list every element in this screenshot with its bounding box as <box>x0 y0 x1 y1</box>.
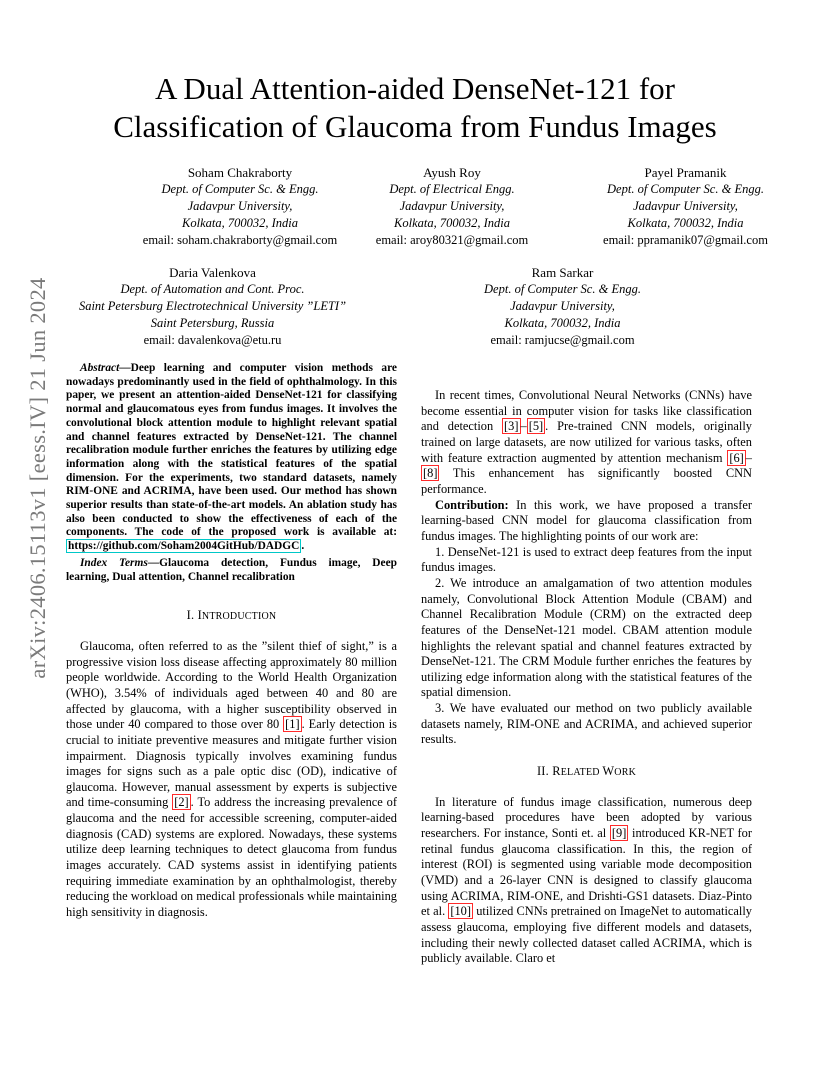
author-name: Ram Sarkar <box>531 265 594 280</box>
author-name: Payel Pramanik <box>644 165 727 180</box>
index-terms-label: Index Terms <box>80 556 148 569</box>
author-email: email: davalenkova@etu.ru <box>143 333 282 347</box>
author-block-4 <box>55 264 370 349</box>
index-terms <box>66 557 397 584</box>
arxiv-id-text: arXiv:2406.15113v1 [eess.IV] 21 Jun 2024 <box>25 276 50 679</box>
abstract-label: Abstract <box>80 362 120 374</box>
author-email: email: ppramanik07@gmail.com <box>603 233 768 247</box>
author-affiliation-line: Dept. of Computer Sc. & Engg. <box>161 182 319 196</box>
citation-link[interactable]: [9] <box>611 826 627 841</box>
author-affiliation-line: Kolkata, 700032, India <box>627 216 744 230</box>
author-affiliation-line: Jadavpur University, <box>633 199 738 213</box>
author-affiliation-line: Jadavpur University, <box>399 199 505 213</box>
arxiv-identifier-sidebar <box>20 276 56 679</box>
author-block-1 <box>105 164 375 249</box>
author-name: Soham Chakraborty <box>187 165 293 180</box>
citation-link[interactable]: [3] <box>504 419 519 434</box>
paper-title <box>70 70 760 146</box>
contribution-point-1: 1. DenseNet-121 is used to extract deep features from the input fundus images. <box>421 544 752 575</box>
contribution-label: Contribution: <box>435 497 509 512</box>
author-email: email: ramjucse@gmail.com <box>490 333 635 347</box>
author-name: Daria Valenkova <box>169 265 256 280</box>
citation-link[interactable]: [5] <box>528 419 544 434</box>
author-email: email: soham.chakraborty@gmail.com <box>142 233 338 247</box>
author-affiliation-line: Jadavpur University, <box>510 299 615 313</box>
left-column <box>66 362 397 921</box>
contribution-paragraph: Contribution: In this work, we have proposed a transfer learning-based CNN model for glaucoma classification from fundus images. The highlighting points of our work are: <box>421 497 752 543</box>
contribution-point-2: 2. We introduce an amalgamation of two attention modules namely, Convolutional Block Attention Module (CBAM) and Channel Recalibration Module (CRM) on the extracted deep features of the DenseNet-121 model. CBAM attention module highlights the relevant spatial and channel features extracted by DenseNet-121. The CRM Module further enriches the features by utilizing edge information along with the statistical features of the spatial dimension. <box>421 575 752 700</box>
title-line-1: A Dual Attention-aided DenseNet-121 for <box>155 71 675 106</box>
citation-link[interactable]: [6] <box>729 450 744 465</box>
section-heading-related-work: II. RELATED WORK <box>536 764 636 779</box>
author-affiliation-line: Jadavpur University, <box>187 199 293 213</box>
author-affiliation-line: Dept. of Automation and Cont. Proc. <box>120 282 305 296</box>
intro-paragraph: Glaucoma, often referred to as the ”silent thief of sight,” is a progressive vision loss disease affecting approximately 80 million people worldwide. According to the World Health Organization (WHO), 3.54% of individuals aged between 40 and 80 are affected by glaucoma, with a higher susceptibility observed in those under 40 compared to those over 80 [1] . Early detection is crucial to initiate preventive measures and mitigate further vision impairment. Diagnosis typically involves examining fundus images for signs such as a pale optic disc (OD), indicative of glaucoma. However, manual assessment by experts is subjective and time-consuming [2] . To address the increasing prevalence of glaucoma and the need for accessible screening, computer-aided diagnosis (CAD) systems are explored. Nowadays, these systems utilize deep learning techniques to detect glaucoma from fundus images accurately. CAD systems assist in identifying patients requiring immediate examination by an ophthalmologist, thereby reducing the workload on medical professionals while maintaining high sensitivity in diagnosis. <box>66 638 397 920</box>
author-affiliation-line: Saint Petersburg, Russia <box>150 316 275 330</box>
author-affiliation-line: Kolkata, 700032, India <box>504 316 621 330</box>
citation-link[interactable]: [8] <box>423 466 438 481</box>
citation-link[interactable]: [10] <box>450 904 472 919</box>
contribution-point-3: 3. We have evaluated our method on two publicly available datasets namely, RIM-ONE and ACRIMA, and achieved superior results. <box>421 701 752 747</box>
citation-link[interactable]: [2] <box>174 795 189 810</box>
abstract: Abstract—Deep learning and computer vision methods are nowadays predominantly used in the field of ophthalmology. In this paper, we present an attention-aided DenseNet-121 for classifying normal and glaucomatous eyes from fundus images. It involves the convolutional block attention module to highlight relevant spatial and channel features extracted by DenseNet-121. The channel recalibration module further enriches the features by utilizing edge information along with the statistical features of the spatial dimension. For the experiments, two standard datasets, namely RIM-ONE and ACRIMA, have been used. Our method has shown superior results than state-of-the-art models. An ablation study has also been conducted to show the effectiveness of each of the components. The code of the proposed work is available at: https://github.com/Soham2004GitHub/DADGC . <box>66 362 397 553</box>
right-column <box>421 388 752 967</box>
author-affiliation-line: Dept. of Computer Sc. & Engg. <box>484 282 641 296</box>
author-block-2 <box>342 164 562 249</box>
author-affiliation-line: Kolkata, 700032, India <box>394 216 510 230</box>
abstract-text: —Deep learning and computer vision methods are nowadays predominantly used in the field of ophthalmology. In this paper, we present an attention-aided DenseNet-121 for classifying normal and glaucomatous eyes from fundus images. It involves the convolutional block attention module to highlight relevant spatial and channel features extracted by DenseNet-121. The channel recalibration module further enriches the features by utilizing edge information along with the statistical features of the spatial dimension. For the experiments, two standard datasets, namely RIM-ONE and ACRIMA, have been used. Our method has shown superior results than state-of-the-art models. An ablation study has also been conducted to show the effectiveness of each of the components. The code of the proposed work is available at: <box>66 362 397 539</box>
title-line-2: Classification of Glaucoma from Fundus Images <box>113 109 717 144</box>
index-terms-text: —Glaucoma detection, Fundus image, Deep learning, Dual attention, Channel recalibration <box>66 556 397 583</box>
section-heading-introduction: I. INTRODUCTION <box>186 608 277 623</box>
author-affiliation-line: Dept. of Electrical Engg. <box>389 182 515 196</box>
author-block-3 <box>568 164 803 249</box>
related-work-paragraph: In literature of fundus image classification, numerous deep learning-based procedures have been adopted by various researchers. For instance, Sonti et. al [9] introduced KR-NET for retinal fundus glaucoma classification. In this, the region of interest (ROI) is segmented using variable mode decomposition (VMD) and a 26-layer CNN is designed to classify glaucoma using ACRIMA, RIM-ONE, and Drishti-GS1 datasets. Diaz-Pinto et al. [10] utilized CNNs pretrained on ImageNet to automatically assess glaucoma, employing five different models and datasets, including their newly collected dataset called ACRIMA, which is publicly available. Claro et <box>421 794 752 966</box>
paragraph: In recent times, Convolutional Neural Networks (CNNs) have become essential in computer vision for tasks like classification and detection [3] – [5] . Pre-trained CNN models, originally trained on large datasets, are now utilized for various tasks, often with feature extraction augmented by attention mechanism [6] –[8] This enhancement has significantly boosted CNN performance. <box>421 388 752 496</box>
author-affiliation-line: Kolkata, 700032, India <box>182 216 298 230</box>
author-email: email: aroy80321@gmail.com <box>375 233 529 247</box>
citation-link[interactable]: [1] <box>285 717 300 732</box>
author-affiliation-line: Dept. of Computer Sc. & Engg. <box>607 182 764 196</box>
author-affiliation-line: Saint Petersburg Electrotechnical University ”LETI” <box>78 299 347 313</box>
author-name: Ayush Roy <box>423 165 481 180</box>
author-block-5 <box>445 264 680 349</box>
code-link[interactable]: https://github.com/Soham2004GitHub/DADGC <box>68 540 300 553</box>
